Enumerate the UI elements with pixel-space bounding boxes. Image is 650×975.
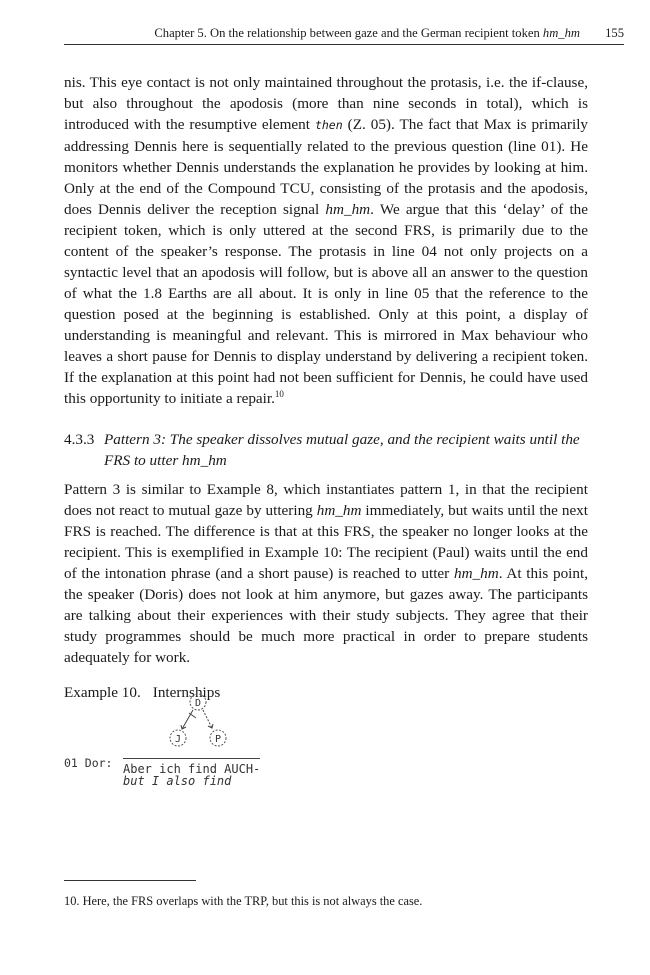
transcript-line-number: 01 Dor:	[64, 756, 113, 770]
running-head-token: hm_hm	[542, 26, 580, 40]
para2-text-c: immediately, but waits until the next FRS is reached. The difference is that at this FRS, the speaker no longer looks at the recipient. This is exemplified in Example 10: The recipient (Paul) waits until the end of the intonation phrase (and a short pause) is reached to utter	[64, 502, 588, 582]
paragraph-1	[64, 72, 588, 409]
gaze-arrow-d-to-p	[203, 710, 212, 728]
para1-hmhm: hm_hm	[325, 201, 371, 218]
page-number: 155	[605, 26, 624, 40]
running-head-title	[154, 24, 580, 42]
running-head	[64, 24, 624, 45]
section-title: Pattern 3: The speaker dissolves mutual gaze, and the recipient waits until the FRS to utter hm_hm	[104, 431, 580, 469]
gaze-diagram	[160, 692, 240, 754]
gaze-arrow-d-to-j	[182, 710, 193, 729]
para1-then: then	[314, 118, 343, 132]
para2-hmhm-2: hm_hm	[453, 565, 499, 582]
footnote-number: 10.	[64, 894, 80, 908]
footnote-ref[interactable]: 10	[274, 388, 284, 399]
section-number: 4.3.3	[64, 431, 95, 448]
footnote-rule	[64, 880, 196, 881]
participant-d-label: D	[194, 698, 202, 709]
transcript-gloss: but I also find	[123, 774, 232, 788]
example-caption	[64, 682, 588, 703]
paragraph-2	[64, 479, 588, 668]
participant-j-label: J	[174, 734, 182, 745]
para1-text-e: . We argue that this ‘delay’ of the recipient token, which is only uttered at the second FRS, is primarily due to the content of the speaker’s response. The protasis in line 04 not only projects on a syntactic level that an apodosis will follow, but is above all an answer to the question of what the 1.8 Earths are all about. It is only in line 05 that the reference to the question posed at the beginning is established. Only at this point, a display of understanding is meaningful and relevant. This is mirrored in Max behaviour who leaves a short pause for Dennis to display understand by delivering a recipient token. If the explanation at this point had not been sufficient for Dennis, he could have used this opportunity to initiate a repair.	[64, 201, 588, 407]
para2-hmhm-1: hm_hm	[316, 502, 362, 519]
para1-text-a: nis. This eye contact is not only maintained throughout the protasis, i.e. the if-clause, but also throughout the apodosis (more than nine seconds in total), which is introduced with the resumptive element	[64, 74, 588, 133]
footnote-text: Here, the FRS overlaps with the TRP, but this is not always the case.	[82, 894, 423, 908]
example-title: Internships	[152, 684, 221, 701]
section-heading	[64, 429, 588, 471]
footnote	[64, 893, 422, 909]
para2-text-e: . At this point, the speaker (Doris) does not look at him anymore, but gazes away. The participants are talking about their experiences with their study subjects. They agree that their study programmes should be much more practical in order to prepare students adequately for work.	[64, 565, 588, 666]
running-head-title-text: Chapter 5. On the relationship between gaze and the German recipient token	[154, 26, 543, 40]
participant-p-label: P	[214, 734, 222, 745]
para2-text-a: Pattern 3 is similar to Example 8, which instantiates pattern 1, in that the recipient does not react to mutual gaze by uttering	[64, 481, 588, 519]
body-text	[64, 72, 588, 703]
example-label: Example 10.	[64, 684, 141, 701]
transcript-line: Aber ich find AUCH-	[123, 758, 260, 777]
para1-text-c: (Z. 05). The fact that Max is primarily addressing Dennis here is sequentially related to the previous question (line 01). He monitors whether Dennis understands the explanation he provides by looking at him. Only at the end of the Compound TCU, consisting of the protasis and the apodosis, does Dennis deliver the reception signal	[64, 116, 589, 218]
